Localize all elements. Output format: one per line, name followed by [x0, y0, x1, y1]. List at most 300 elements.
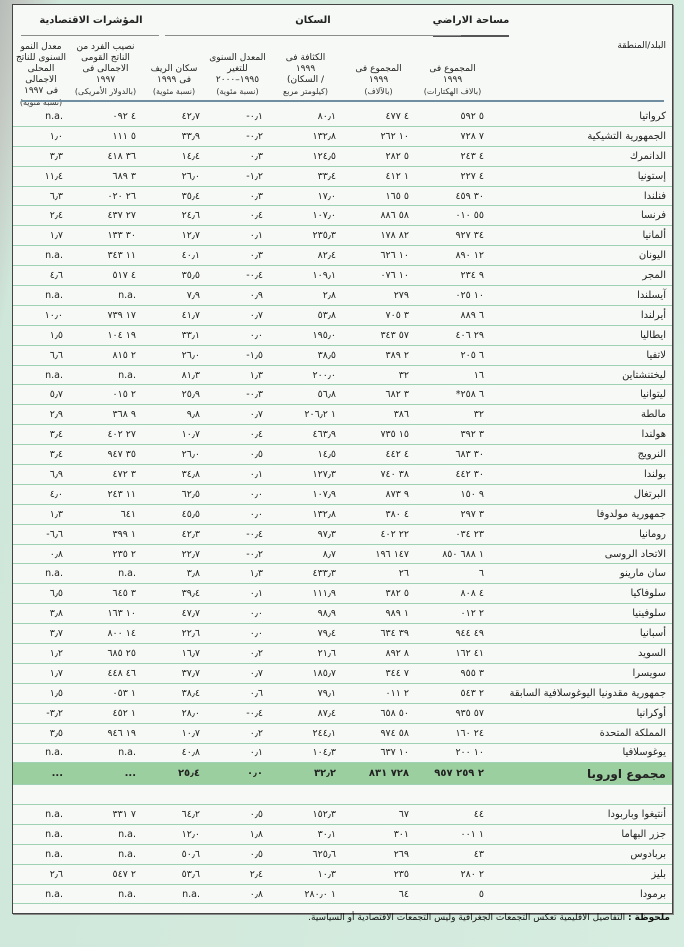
group-header-land-area: مساحة الاراضي [432, 15, 510, 26]
table-row [13, 385, 672, 405]
column-title: معدل النمو السنوى للناتج المحلى الاجمالى فى ١٩٩٧ [15, 42, 67, 96]
table-cell: ١٫٧ [49, 230, 63, 242]
table-cell: ٧٫٩ [186, 289, 200, 301]
table-cell: ٣ ٩٥٥ [460, 667, 484, 679]
country-name-cell [490, 469, 672, 480]
table-cell: n.a. [45, 828, 63, 840]
table-cell: ٣٫٤ [49, 429, 63, 441]
table-cell: ٣٠ ٦٨٣ [455, 449, 484, 461]
country-name-cell [490, 409, 672, 420]
column-title: المجموع فى ١٩٩٩ [429, 64, 476, 85]
table-row [13, 107, 672, 127]
table-cell: ١٥ ٧٣٥ [380, 429, 409, 441]
table-cell: ٤٦ ٤٤٨ [107, 667, 136, 679]
country-name-cell [490, 529, 672, 540]
table-cell: ٣٨ ٧٤٠ [380, 468, 409, 480]
table-row [13, 845, 672, 865]
column-title: المجموع فى ١٩٩٩ [355, 64, 402, 85]
table-cell: ٢ ٨١٥ [112, 349, 136, 361]
table-cell: ٣٫٣ [49, 150, 63, 162]
country-name-cell [490, 728, 672, 739]
table-cell: ٠٫٣ [249, 150, 263, 162]
table-cell: ١٧٫٠ [317, 190, 336, 202]
country-name-cell [490, 330, 672, 341]
table-cell: ١٫٥ [49, 687, 63, 699]
table-cell: ٩٨٫٩ [317, 608, 336, 620]
column-unit: (بالاف الهكتارات) [423, 87, 482, 96]
table-cell: ١ ٠٠١ [460, 828, 484, 840]
table-cell: ٩٧٫٣ [317, 528, 336, 540]
table-cell: ٣٣٫٤ [317, 170, 336, 182]
table-cell: ١ ٤١٢ [385, 170, 409, 182]
table-cell: ١٤ ٨٠٠ [107, 628, 136, 640]
column-header [206, 53, 269, 97]
country-name-cell [490, 429, 672, 440]
table-cell: ٥٠ ٦٥٨ [380, 707, 409, 719]
country-name-cell [490, 648, 672, 659]
table-cell: n.a. [118, 888, 136, 900]
table-cell: ٣٢ [398, 369, 409, 381]
country-column-header: البلد/المنطقة [617, 41, 666, 51]
table-cell: n.a. [182, 888, 200, 900]
country-name: المملكة المتحدة [599, 727, 666, 739]
table-cell: ٠٫٥ [249, 808, 263, 820]
table-cell: ٢ ٥٤٣ [460, 687, 484, 699]
table-cell: -٠٫٤ [246, 528, 263, 540]
table-cell: ١٠ ٢٦٢ [380, 130, 409, 142]
table-cell: ٦٤ [398, 888, 409, 900]
table-cell: ٤٥٫٥ [181, 508, 200, 520]
table-cell: ١٫٠ [49, 130, 63, 142]
country-name: إستونيا [637, 170, 666, 182]
table-cell: ١١ ٣٤٣ [107, 250, 136, 262]
table-cell: ٤٧٫٧ [181, 608, 200, 620]
table-cell: ٤٦٣٫٩ [312, 429, 336, 441]
country-name: فرنسا [640, 210, 666, 222]
table-cell: ٠٫٩ [249, 289, 263, 301]
table-cell: ٥٫٧ [49, 389, 63, 401]
country-name: ألمانيا [642, 230, 666, 242]
country-name: سان مارينو [619, 568, 666, 580]
country-name-cell [490, 688, 672, 699]
table-cell: ٥ ١١١ [112, 130, 136, 142]
table-cell: -١٫٥ [246, 349, 263, 361]
table-cell: ١٠ ٦٣٧ [380, 747, 409, 759]
country-name: أسبانيا [639, 628, 666, 640]
table-cell: ٣٢ [473, 409, 484, 421]
country-name-cell [490, 849, 672, 860]
country-name: الجمهورية التشيكية [587, 130, 666, 142]
table-cell: ٣٫٧ [49, 628, 63, 640]
table-row [13, 584, 672, 604]
table-cell: ٢ ٣٨٩ [385, 349, 409, 361]
table-cell: ٣٥ ٩٤٧ [107, 449, 136, 461]
country-name: بليز [651, 868, 666, 880]
table-cell: ٤ ٨٠٨ [460, 588, 484, 600]
table-row [13, 266, 672, 286]
footnote-text: التفاصيل الاقليمية تعكس التجمعات الجغرافية وليس التجمعات الاقتصادية أو السياسية. [308, 913, 626, 923]
country-name-cell [490, 489, 672, 500]
table-cell: ٣٧٫٧ [181, 667, 200, 679]
table-row [13, 346, 672, 366]
table-cell: ١٠ ٠٢٥ [455, 289, 484, 301]
country-name-cell [490, 767, 672, 781]
table-cell: ٠٫٤ [249, 210, 263, 222]
table-cell: ٢٫٦ [49, 868, 63, 880]
table-cell: ٣ ٦٨٢ [385, 389, 409, 401]
table-cell: ١٫٨ [249, 828, 263, 840]
table-cell: ٢١٫٦ [317, 647, 336, 659]
table-cell: ٣٫٨ [49, 608, 63, 620]
table-cell: n.a. [45, 808, 63, 820]
table-cell: ٣٨٦ [393, 409, 409, 421]
table-cell: ١٠٫٠ [44, 309, 63, 321]
table-cell: ٨٢٫٤ [317, 250, 336, 262]
table-cell: n.a. [45, 747, 63, 759]
table-cell: ٢٦٩ [393, 848, 409, 860]
table-cell: ٣٠١ [393, 828, 409, 840]
table-cell: ٧ ٧٢٨ [460, 130, 484, 142]
country-name: أوكرانيا [636, 707, 666, 719]
country-name-cell [490, 131, 672, 142]
table-cell: ٦ ٨٨٩ [460, 309, 484, 321]
column-header [13, 42, 69, 108]
table-row [13, 724, 672, 744]
table-row [13, 865, 672, 885]
table-cell: ٧ ٣٣١ [112, 808, 136, 820]
table-cell: -٠٫٢ [246, 548, 263, 560]
table-row [13, 885, 672, 905]
column-unit: كيلومتر مربع) [283, 87, 328, 96]
country-name: الدانمرك [629, 150, 666, 162]
table-cell: ٦٤١ [120, 508, 136, 520]
table-cell: ٤ ٤٧٧ [385, 110, 409, 122]
table-cell: ٠٫٣ [249, 250, 263, 262]
table-cell: ٤٫٦ [49, 270, 63, 282]
table-cell: n.a. [45, 568, 63, 580]
table-cell: ١ ٩٨٩ [385, 608, 409, 620]
table-cell: n.a. [45, 289, 63, 301]
table-cell: ١٠٩٫١ [312, 270, 336, 282]
table-cell: ٤ ٢٢٧ [460, 170, 484, 182]
table-cell: ٠٫٠ [247, 768, 263, 780]
table-cell: ١٩ ١٠٤ [107, 329, 136, 341]
column-header [142, 64, 206, 97]
table-cell: ١٤٧ ١٩٦ [375, 548, 409, 560]
table-cell: ٣٠٫١ [317, 828, 336, 840]
table-cell: n.a. [45, 250, 63, 262]
total-row [13, 763, 672, 785]
table-cell: ٢٦٫٠ [181, 349, 200, 361]
table-cell: n.a. [118, 848, 136, 860]
table-cell: ٠٫٧ [249, 309, 263, 321]
table-cell: ٥ ٢٨٢ [385, 150, 409, 162]
country-name-cell [490, 809, 672, 820]
table-cell: ٣٫٥ [49, 727, 63, 739]
table-cell: ٤٢٫٧ [181, 110, 200, 122]
table-cell: ٢٫٨ [322, 289, 336, 301]
table-cell: ١٫٣ [49, 508, 63, 520]
table-cell: ٥٥ ٠١٠ [455, 210, 484, 222]
table-cell: ١٫٣ [249, 369, 263, 381]
table-cell: ٢٦ ٠٢٠ [107, 190, 136, 202]
country-name-cell [490, 747, 672, 758]
table-cell: ٠٫٨ [49, 548, 63, 560]
table-row [13, 744, 672, 764]
table-cell: ٣٠ ١٣٣ [107, 230, 136, 242]
table-cell: n.a. [118, 369, 136, 381]
table-cell: ٢ ٥٤٧ [112, 868, 136, 880]
table-cell: -٣٫٢ [46, 707, 63, 719]
country-name-cell [490, 608, 672, 619]
table-cell: ١٠٫٣ [317, 868, 336, 880]
country-name-cell [490, 588, 672, 599]
table-cell: ٢٣٥ [393, 868, 409, 880]
table-cell: ٥٠٫٦ [181, 848, 200, 860]
table-cell: ٠٫١ [249, 588, 263, 600]
country-name: ليتوانيا [640, 389, 666, 401]
table-cell: ٣٩ ٦٣٤ [380, 628, 409, 640]
table-cell: ٢٤ ١٦٠ [455, 727, 484, 739]
country-name-cell [490, 350, 672, 361]
table-cell: ١٦ [473, 369, 484, 381]
table-cell: ٢٨٫٠ [181, 707, 200, 719]
table-row [13, 644, 672, 664]
table-cell: ٣ ٣٩٢ [460, 429, 484, 441]
table-cell: n.a. [118, 828, 136, 840]
table-cell: ١٠٫٧ [181, 429, 200, 441]
table-cell: ... [124, 768, 136, 780]
table-cell: ٧٩٫٤ [317, 628, 336, 640]
table-row [13, 805, 672, 825]
table-row [13, 187, 672, 207]
table-cell: ٥٨ ٨٨٦ [380, 210, 409, 222]
table-cell: -٠٫١ [246, 110, 263, 122]
table-cell: ٤١ ١٦٢ [455, 647, 484, 659]
divider [165, 35, 461, 36]
table-cell: ٢٧٩ [393, 289, 409, 301]
table-cell: ٢ ٢٨٠ [460, 868, 484, 880]
table-cell: ٠٫٧ [249, 409, 263, 421]
table-cell: -٠٫٤ [246, 270, 263, 282]
country-name: كرواتيا [639, 110, 666, 122]
table-cell: ٠٫٠ [249, 628, 263, 640]
table-cell: ١٨٥٫٧ [312, 667, 336, 679]
table-cell: ٦٢٥٫٦ [312, 848, 336, 860]
table-cell: n.a. [118, 289, 136, 301]
country-name-cell [490, 889, 672, 900]
divider [21, 35, 159, 36]
table-cell: ٢ ٠١٥ [112, 389, 136, 401]
table-cell: ٧٢٨ ٨٣١ [368, 768, 409, 780]
table-row [13, 326, 672, 346]
table-cell: ٣٢٫٢ [313, 768, 336, 780]
table-cell: ١٤٫٤ [181, 150, 200, 162]
column-unit: (نسبة مئوية) [216, 87, 259, 96]
table-cell: -٦٫٦ [46, 528, 63, 540]
table-cell: ١٤٫٥ [317, 449, 336, 461]
table-cell: ٧ ٣٤٤ [385, 667, 409, 679]
country-name: أيرلندا [640, 309, 666, 321]
table-cell: ١٢٤٫٥ [312, 150, 336, 162]
table-cell: ٠٫٣ [249, 190, 263, 202]
column-title: سكان الريف فى ١٩٩٩ [150, 64, 198, 85]
table-cell: ٤٣٣٫٣ [312, 568, 336, 580]
table-cell: ٦ [478, 568, 484, 580]
table-cell: ٠٫٢ [249, 727, 263, 739]
table-cell: ٢٦ [398, 568, 409, 580]
table-cell: ٥٧ ٩٣٥ [455, 707, 484, 719]
table-cell: ٣ ٢٩٧ [460, 508, 484, 520]
column-title: الكثافة فى ١٩٩٩ (السكان / [285, 53, 326, 85]
country-name: يوغوسلافيا [622, 747, 666, 759]
table-cell: ١٣٢٫٨ [312, 130, 336, 142]
country-name-cell [490, 290, 672, 301]
country-name: بولندا [643, 468, 666, 480]
table-cell: ٣٩٫٤ [181, 588, 200, 600]
table-cell: ٣٨٫٥ [317, 349, 336, 361]
table-cell: ٠٫١ [249, 230, 263, 242]
country-name-cell [490, 869, 672, 880]
table-cell: ٤٠٫٨ [181, 747, 200, 759]
table-cell: ١ ٤٥٢ [112, 707, 136, 719]
table-cell: ٣٫٨ [186, 568, 200, 580]
table-cell: ٠٫٥ [249, 449, 263, 461]
table-row [13, 684, 672, 704]
column-unit: (نسبة مئوية) [19, 98, 63, 107]
country-name: مجموع اوروبا [587, 766, 666, 781]
table-cell: ... [51, 768, 63, 780]
table-cell: n.a. [45, 888, 63, 900]
table-cell: ٦٢٫٥ [181, 488, 200, 500]
table-row [13, 366, 672, 386]
country-name-cell [490, 151, 672, 162]
column-title: المعدل السنوى للتغير ١٩٩٥–٢٠٠٠ [209, 53, 266, 85]
column-header [342, 64, 415, 97]
table-cell: ٠٫٠ [249, 329, 263, 341]
table-cell: n.a. [45, 110, 63, 122]
table-cell: n.a. [118, 747, 136, 759]
table-cell: ٢٢ ٤٠٢ [380, 528, 409, 540]
table-cell: ٥٦٫٨ [317, 389, 336, 401]
table-row [13, 465, 672, 485]
table-cell: ٠٫٦ [249, 687, 263, 699]
table-row [13, 624, 672, 644]
caribbean-table [13, 804, 672, 904]
table-row [13, 445, 672, 465]
country-name: السويد [638, 647, 666, 659]
table-cell: ٦٫٩ [49, 468, 63, 480]
table-cell: ١٠ ١٦٣ [107, 608, 136, 620]
table-row [13, 206, 672, 226]
table-row [13, 127, 672, 147]
table-cell: ٦٫٣ [49, 190, 63, 202]
country-name: سلوفينيا [632, 608, 666, 620]
column-header [415, 64, 490, 97]
table-cell: ٩٫٨ [186, 409, 200, 421]
table-cell: ١٦٫٧ [181, 647, 200, 659]
table-cell: ٥ [478, 888, 484, 900]
table-cell: ٢٢٫٦ [181, 628, 200, 640]
country-name: سويسرا [632, 667, 666, 679]
table-cell: ١١٫٤ [44, 170, 63, 182]
table-cell: ٠٫٠ [249, 608, 263, 620]
column-unit: (بالدولار الأمريكى) [74, 87, 137, 96]
table-cell: ٢٥٫٤ [177, 768, 200, 780]
table-cell: *٦ ٢٥٨ [455, 389, 484, 401]
table-cell: ١ ٠٥٣ [112, 687, 136, 699]
table-cell: ٥٣٫٦ [181, 868, 200, 880]
table-cell: ٢٦٫٠ [181, 170, 200, 182]
table-cell: ٠٫٠ [249, 488, 263, 500]
country-name-cell [490, 250, 672, 261]
table-cell: ٢٫٤ [49, 210, 63, 222]
table-cell: ٨٧٫٤ [317, 707, 336, 719]
table-row [13, 246, 672, 266]
table-cell: ٢٦٫٠ [181, 449, 200, 461]
column-header [69, 42, 142, 97]
table-cell: ١٣٢٫٨ [312, 508, 336, 520]
table-cell: ٩ ٨٧٣ [385, 488, 409, 500]
country-name: بربادوس [630, 848, 666, 860]
table-cell: ٣٫٤ [49, 449, 63, 461]
table-cell: ٤٠٫١ [181, 250, 200, 262]
table-cell: ١٫٥ [49, 329, 63, 341]
table-cell: ٤٢٫٣ [181, 528, 200, 540]
table-cell: ١٫٧ [49, 667, 63, 679]
table-cell: ٧٩٫١ [317, 687, 336, 699]
table-cell: ٤ ٠٩٢ [112, 110, 136, 122]
table-cell: ٩ ٣٦٨ [112, 409, 136, 421]
table-cell: ٣٤ ٩٢٧ [455, 230, 484, 242]
group-header-economic: المؤشرات الاقتصادية [39, 15, 143, 26]
table-cell: ٢٥ ٦٨٥ [107, 647, 136, 659]
column-header [269, 53, 342, 97]
table-cell: ٢٤٤٫١ [312, 727, 336, 739]
table-cell: ٣٦ ٤١٨ [107, 150, 136, 162]
table-cell: ٦٫٦ [49, 349, 63, 361]
footnote-label: ملحوظة : [627, 913, 670, 923]
table-cell: n.a. [118, 568, 136, 580]
table-cell: ٥ ١٦٥ [385, 190, 409, 202]
country-name-cell [490, 389, 672, 400]
table-cell: ٨٠٫١ [317, 110, 336, 122]
table-row [13, 825, 672, 845]
table-cell: ٢ ٠١١ [385, 687, 409, 699]
table-cell: ١٧ ٧٣٩ [107, 309, 136, 321]
table-cell: ١٢٫٧ [181, 230, 200, 242]
table-cell: ٢٥٫٩ [181, 389, 200, 401]
table-cell: ٣ ٧٠٥ [385, 309, 409, 321]
country-name: جزر البهاما [621, 828, 666, 840]
table-cell: ٢ ٢٥٩ ٩٥٧ [434, 768, 484, 780]
table-cell: ٢٩ ٤٠٦ [455, 329, 484, 341]
country-name-cell [490, 270, 672, 281]
table-cell: -٠٫٢ [246, 130, 263, 142]
table-cell: ١٢ ٨٩٠ [455, 250, 484, 262]
table-cell: ١٠٧٫٠ [312, 210, 336, 222]
table-row [13, 545, 672, 565]
table-cell: ٤٣ [473, 848, 484, 860]
table-cell: ٤١٫٧ [181, 309, 200, 321]
table-cell: ٠٫٤ [249, 429, 263, 441]
table-cell: ٦ ٢٠٥ [460, 349, 484, 361]
footnote [308, 913, 670, 923]
table-cell: ٣ ٦٨٩ [112, 170, 136, 182]
table-cell: ١٠٫٧ [181, 727, 200, 739]
country-name: برمودا [639, 888, 666, 900]
table-cell: ١ ٣٩٩ [112, 528, 136, 540]
